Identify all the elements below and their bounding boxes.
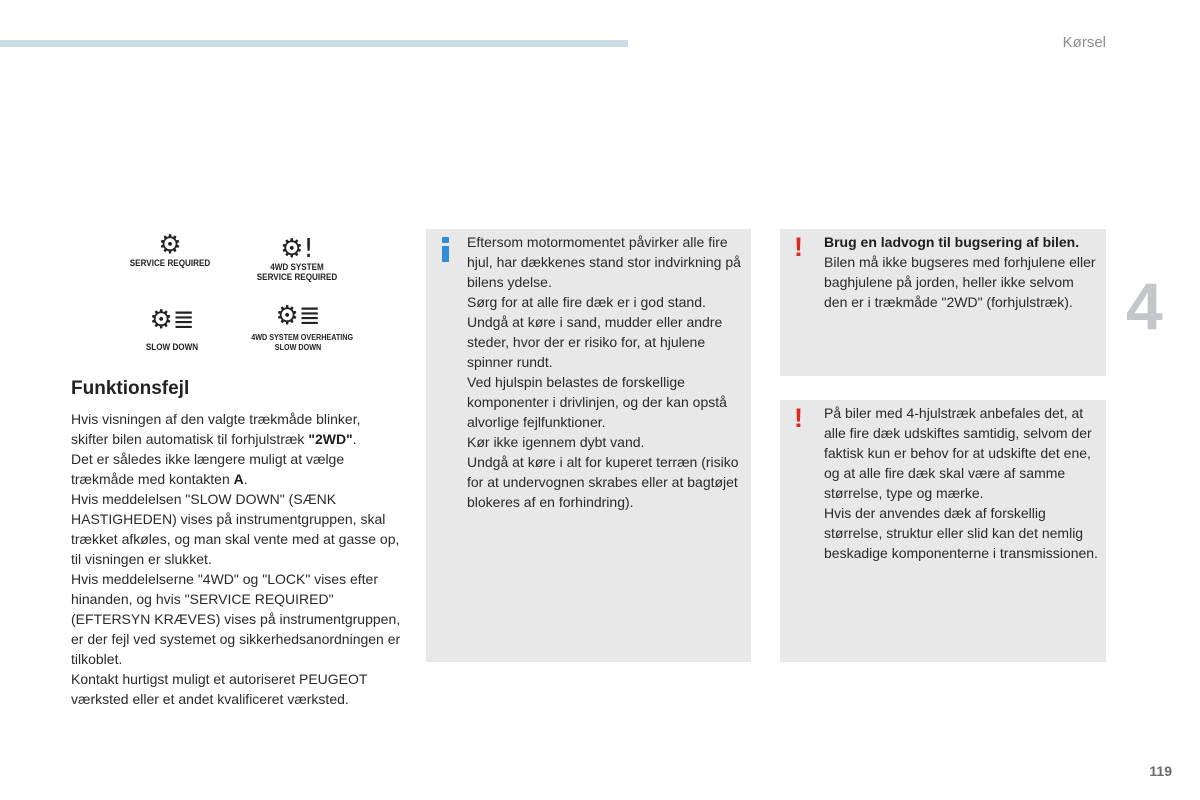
section-heading: Funktionsfejl: [71, 378, 190, 399]
main-body-text: [71, 409, 401, 709]
warning-exclamation-icon: !: [794, 232, 803, 262]
4wd-system-caption: 4WD SYSTEM: [270, 262, 324, 272]
info-icon: [439, 237, 453, 261]
info-box: [426, 229, 751, 662]
warning-box-text: På biler med 4-hjulstræk anbefales det, at alle fire dæk udskiftes samtidig, selvom der faktisk kun er behov for at udskifte det ene, og at alle fire dæk skal være af samme størrelse, type og mærke. Hvis der anvendes dæk af forskellig størrelse, struktur eller slid kan det nemlig beskadige komponenterne i transmissionen.: [824, 405, 1098, 561]
4wd-overheating-caption: 4WD SYSTEM OVERHEATING: [251, 333, 354, 342]
service-required-indicator: [120, 232, 220, 268]
warning-exclamation-icon: !: [794, 403, 803, 433]
paragraph: Kontakt hurtigst muligt et autoriseret PEUGEOT værksted eller et andet kvalificeret værksted.: [71, 671, 368, 707]
section-title: Kørsel: [1062, 34, 1106, 51]
4wd-overheating-icon: ⚙≣: [275, 301, 321, 331]
paragraph: Hvis meddelelsen "SLOW DOWN" (SÆNK HASTIGHEDEN) vises på instrumentgruppen, skal trækket afkøles, og man skal vente med at gasse op, til visningen er slukket.: [71, 491, 400, 567]
4wd-service-required-caption: SERVICE REQUIRED: [256, 272, 338, 282]
4wd-system-service-icon: ⚙!: [280, 234, 314, 264]
chapter-number: 4: [1126, 269, 1163, 343]
page-number: 119: [1149, 763, 1172, 779]
slow-down-icon: ⚙≣: [149, 305, 195, 335]
header-accent-bar: [0, 40, 628, 47]
4wd-overheating-indicator: [246, 301, 354, 353]
4wd-system-service-indicator: [246, 236, 348, 282]
warning-box-tyres: [780, 400, 1106, 662]
paragraph: Hvis visningen af den valgte trækmåde blinker, skifter bilen automatisk til forhjulstræk "2WD".: [71, 411, 361, 447]
slow-down-caption: SLOW DOWN: [145, 342, 199, 352]
info-box-text: Eftersom motormomentet påvirker alle fire hjul, har dækkenes stand stor indvirkning på bilens ydelse. Sørg for at alle fire dæk er i god stand. Undgå at køre i sand, mudder eller andre steder, hvor der er risiko for, at hjulene spinner rundt. Ved hjulspin belastes de forskellige komponenter i drivlinjen, og der kan opstå alvorlige fejlfunktioner. Kør ikke igennem dybt vand. Undgå at køre i alt for kuperet terræn (risiko for at undervognen skrabes eller at bagtøjet blokeres af en forhindring).: [467, 234, 741, 510]
service-required-icon: ⚙: [158, 230, 182, 260]
paragraph: Det er således ikke længere muligt at vælge trækmåde med kontakten A.: [71, 451, 345, 487]
4wd-slow-down-caption: SLOW DOWN: [274, 343, 322, 352]
warning-box-text: Brug en ladvogn til bugsering af bilen. Bilen må ikke bugseres med forhjulene eller baghjulene på jorden, heller ikke selvom den er i trækmåde "2WD" (forhjulstræk).: [824, 234, 1096, 310]
slow-down-indicator: [132, 307, 212, 352]
warning-box-towing: [780, 229, 1106, 376]
paragraph: Hvis meddelelserne "4WD" og "LOCK" vises efter hinanden, og hvis "SERVICE REQUIRED" (EFTERSYN KRÆVES) vises på instrumentgruppen, er der fejl ved systemet og sikkerhedsanordningen er tilkoblet.: [71, 571, 401, 667]
service-required-caption: SERVICE REQUIRED: [129, 258, 211, 268]
